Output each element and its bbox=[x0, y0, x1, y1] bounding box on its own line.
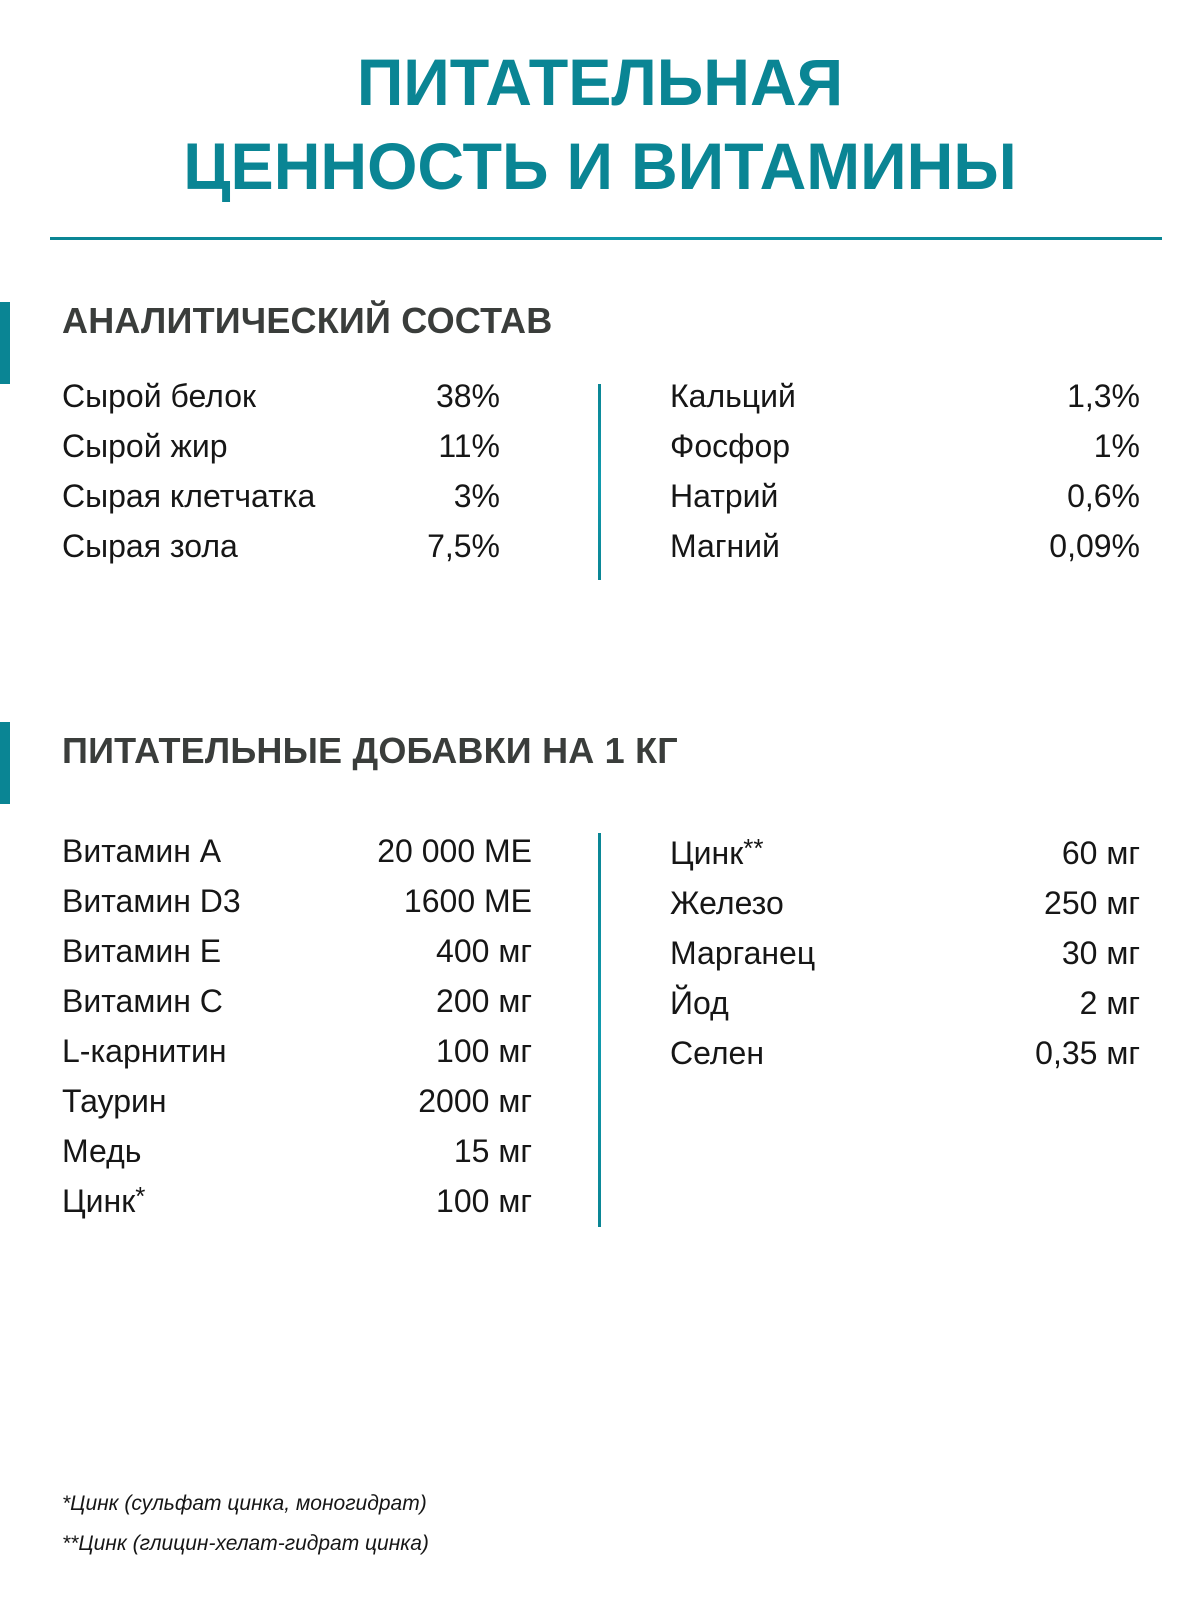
additive-value: 60 мг bbox=[1061, 835, 1140, 871]
nutrient-value: 7,5% bbox=[427, 528, 500, 564]
additive-label: Витамин D3 bbox=[62, 883, 241, 919]
additive-label: Витамин C bbox=[62, 983, 223, 1019]
table-row bbox=[62, 478, 500, 528]
section-heading-analytical: АНАЛИТИЧЕСКИЙ СОСТАВ bbox=[62, 300, 553, 341]
additive-label: Йод bbox=[670, 985, 729, 1021]
table-row bbox=[670, 1035, 1140, 1085]
section-accent-bar-additives bbox=[0, 722, 10, 804]
nutrient-label: Сырой жир bbox=[62, 428, 228, 464]
table-row bbox=[62, 378, 500, 428]
nutrient-label: Фосфор bbox=[670, 428, 791, 464]
column-divider-additives bbox=[598, 833, 601, 1227]
nutrient-value: 1,3% bbox=[1067, 378, 1140, 414]
additive-value: 2000 мг bbox=[418, 1083, 532, 1119]
footnotes bbox=[62, 1484, 429, 1564]
section-heading-additives: ПИТАТЕЛЬНЫЕ ДОБАВКИ НА 1 КГ bbox=[62, 730, 678, 771]
nutrient-label: Сырой белок bbox=[62, 378, 256, 414]
additive-label: Витамин A bbox=[62, 833, 222, 869]
additive-value: 250 мг bbox=[1044, 885, 1140, 921]
additive-value: 200 мг bbox=[436, 983, 532, 1019]
nutrient-label: Сырая зола bbox=[62, 528, 238, 564]
additive-label: Железо bbox=[670, 885, 784, 921]
additive-value: 100 мг bbox=[436, 1033, 532, 1069]
additive-value: 30 мг bbox=[1061, 935, 1140, 971]
title-divider bbox=[50, 237, 1162, 240]
nutrient-label: Магний bbox=[670, 528, 780, 564]
additive-value: 2 мг bbox=[1079, 985, 1140, 1021]
nutrient-value: 0,09% bbox=[1049, 528, 1140, 564]
footnote-mark: ** bbox=[743, 833, 764, 863]
additive-label: Таурин bbox=[62, 1083, 167, 1119]
page-title bbox=[12, 40, 1188, 208]
table-row bbox=[670, 885, 1140, 935]
page-title-line-1: ПИТАТЕЛЬНАЯ bbox=[356, 45, 844, 119]
table-row bbox=[670, 378, 1140, 428]
nutrient-value: 0,6% bbox=[1067, 478, 1140, 514]
page-title-line-2: ЦЕННОСТЬ И ВИТАМИНЫ bbox=[183, 129, 1017, 203]
additive-label: Цинк** bbox=[670, 833, 764, 871]
table-row bbox=[62, 833, 532, 883]
column-divider-analytical bbox=[598, 384, 601, 580]
additive-label: Селен bbox=[670, 1035, 764, 1071]
nutrient-label: Натрий bbox=[670, 478, 779, 514]
additive-value: 20 000 МЕ bbox=[377, 833, 532, 869]
additive-label: Марганец bbox=[670, 935, 816, 971]
table-row bbox=[670, 428, 1140, 478]
table-row bbox=[62, 428, 500, 478]
nutrient-value: 3% bbox=[453, 478, 500, 514]
additive-value: 1600 МЕ bbox=[403, 883, 532, 919]
section-accent-bar-analytical bbox=[0, 302, 10, 384]
table-row bbox=[62, 1083, 532, 1133]
footnote-1: *Цинк (сульфат цинка, моногидрат) bbox=[62, 1492, 427, 1515]
table-row bbox=[62, 528, 500, 578]
additive-label: Цинк* bbox=[62, 1181, 146, 1219]
table-row bbox=[62, 1133, 532, 1183]
table-row bbox=[62, 1033, 532, 1083]
table-row bbox=[670, 985, 1140, 1035]
footnote-2: **Цинк (глицин-хелат-гидрат цинка) bbox=[62, 1532, 429, 1555]
additives-table-left bbox=[62, 833, 532, 1233]
table-row bbox=[670, 528, 1140, 578]
nutrient-label: Кальций bbox=[670, 378, 796, 414]
analytical-table-left bbox=[62, 378, 500, 578]
additive-value: 15 мг bbox=[453, 1133, 532, 1169]
footnote-mark: * bbox=[135, 1181, 146, 1211]
table-row bbox=[62, 983, 532, 1033]
nutrient-value: 38% bbox=[435, 378, 500, 414]
table-row bbox=[670, 835, 1140, 885]
additive-label: L-карнитин bbox=[62, 1033, 227, 1069]
table-row bbox=[670, 935, 1140, 985]
table-row bbox=[670, 478, 1140, 528]
additive-value: 100 мг bbox=[436, 1183, 532, 1219]
additive-label: Витамин E bbox=[62, 933, 222, 969]
additive-label: Медь bbox=[62, 1133, 142, 1169]
nutrient-value: 1% bbox=[1093, 428, 1140, 464]
nutrient-label: Сырая клетчатка bbox=[62, 478, 316, 514]
additives-table-right bbox=[670, 835, 1140, 1085]
analytical-table-right bbox=[670, 378, 1140, 578]
additive-value: 400 мг bbox=[436, 933, 532, 969]
table-row bbox=[62, 883, 532, 933]
additive-value: 0,35 мг bbox=[1035, 1035, 1140, 1071]
table-row bbox=[62, 933, 532, 983]
table-row bbox=[62, 1183, 532, 1233]
nutrient-value: 11% bbox=[438, 428, 500, 464]
